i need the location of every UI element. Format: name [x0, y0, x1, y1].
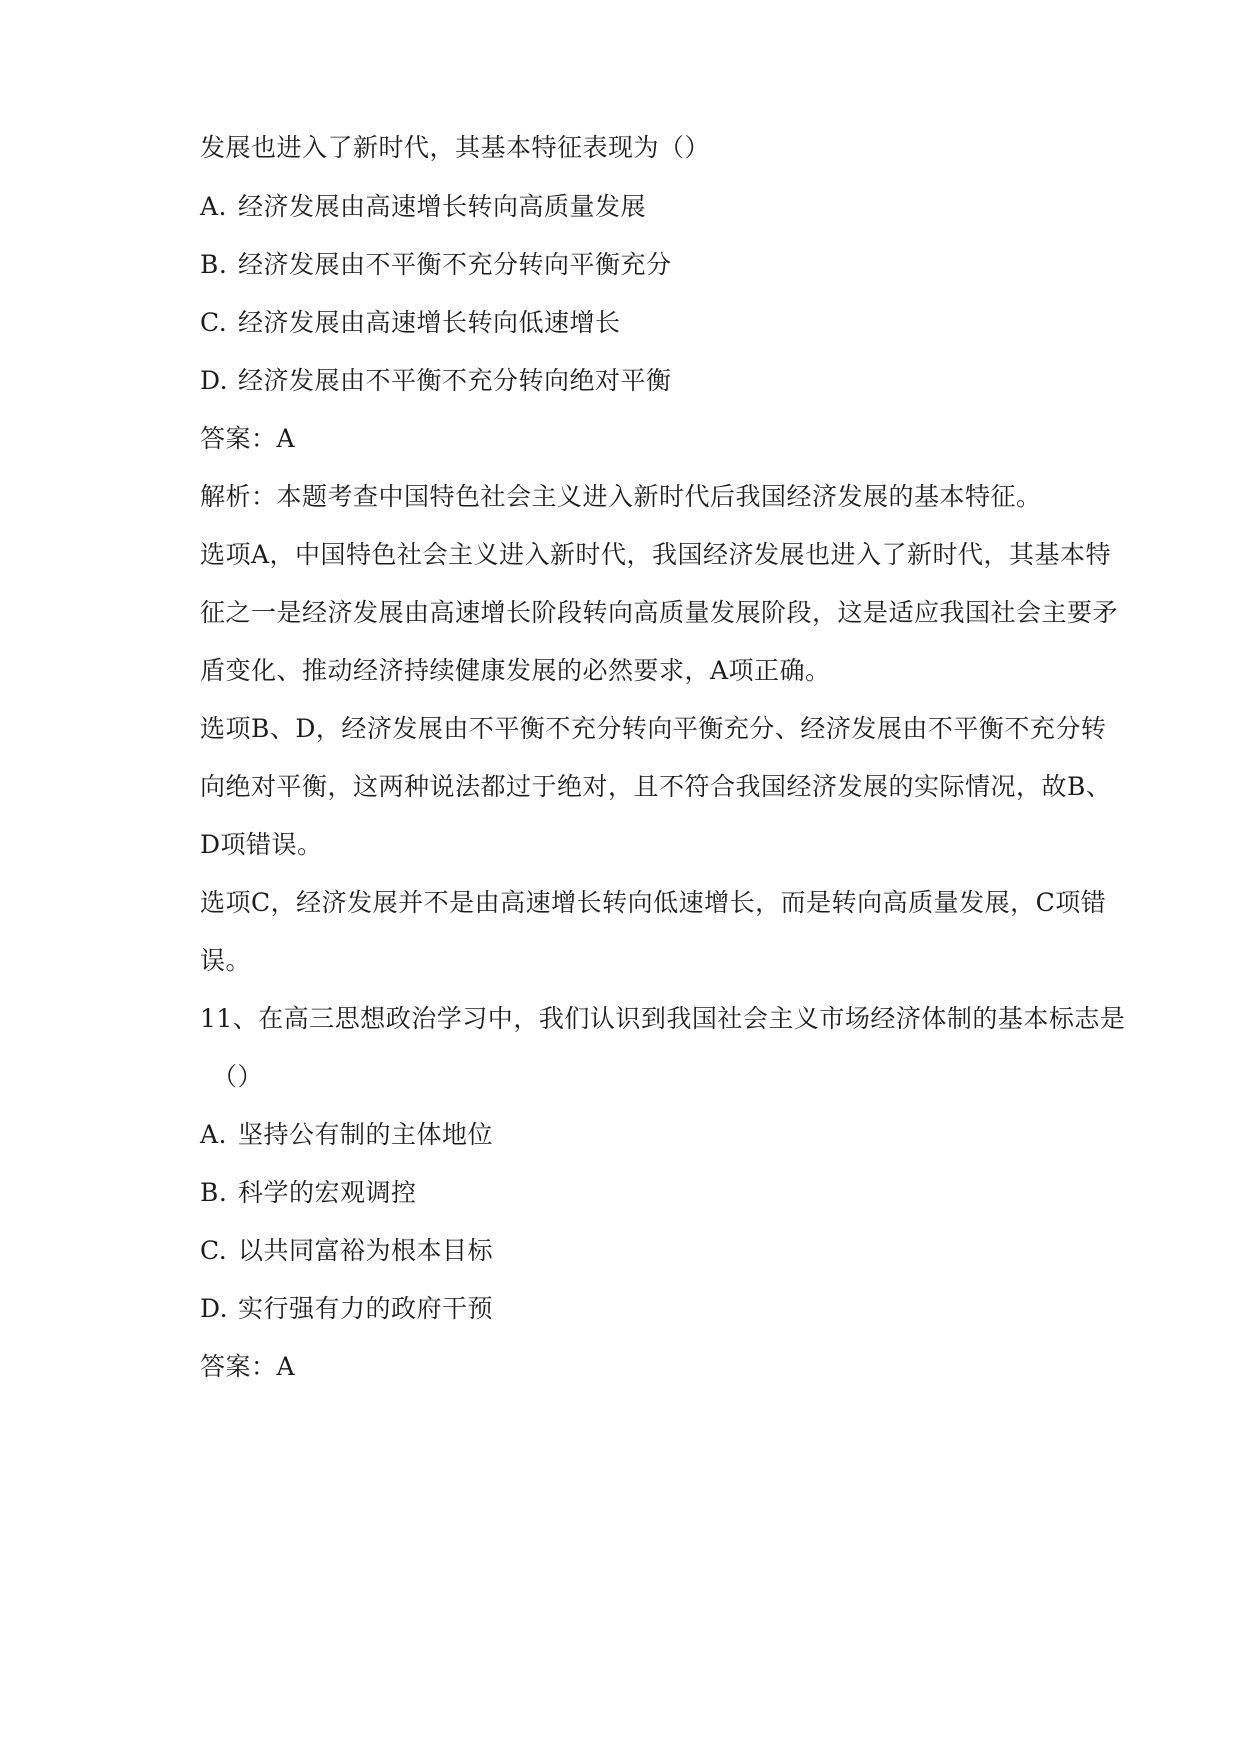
option-letter: A.: [200, 1120, 228, 1149]
option-letter: A.: [200, 192, 228, 221]
option-text: 坚持公有制的主体地位: [238, 1120, 494, 1149]
option-letter: C.: [200, 308, 228, 337]
answer: 答案：A: [200, 424, 296, 453]
option-letter: B.: [200, 250, 228, 279]
question-stem-continued: 发展也进入了新时代，其基本特征表现为（）: [200, 133, 711, 162]
option-text: 实行强有力的政府干预: [238, 1294, 494, 1323]
analysis-option-bd-line1: 选项B、D，经济发展由不平衡不充分转向平衡充分、经济发展由不平衡不充分转: [200, 714, 1107, 743]
option-text: 经济发展由不平衡不充分转向平衡充分: [238, 250, 672, 279]
question-11-stem: 11、在高三思想政治学习中，我们认识到我国社会主义市场经济体制的基本标志是: [200, 1004, 1126, 1033]
analysis-option-c-line2: 误。: [200, 946, 252, 975]
option-a: [200, 1119, 1100, 1151]
analysis-option-a-line2: 征之一是经济发展由高速增长阶段转向高质量发展阶段，这是适应我国社会主要矛: [200, 598, 1119, 627]
option-text: 以共同富裕为根本目标: [238, 1236, 494, 1265]
option-d: [200, 1293, 1100, 1325]
option-d: [200, 365, 1100, 397]
analysis-option-a-line3: 盾变化、推动经济持续健康发展的必然要求，A项正确。: [200, 656, 831, 685]
question-11-blank: （）: [212, 1062, 264, 1091]
option-c: [200, 1235, 1100, 1267]
analysis-option-bd-line2: 向绝对平衡，这两种说法都过于绝对，且不符合我国经济发展的实际情况，故B、: [200, 772, 1112, 801]
answer: 答案：A: [200, 1352, 296, 1381]
option-letter: C.: [200, 1236, 228, 1265]
option-c: [200, 307, 1100, 339]
option-text: 科学的宏观调控: [238, 1178, 417, 1207]
option-letter: D.: [200, 1294, 229, 1323]
option-letter: D.: [200, 366, 229, 395]
analysis-option-bd-line3: D项错误。: [200, 830, 323, 859]
analysis: 解析：本题考查中国特色社会主义进入新时代后我国经济发展的基本特征。: [200, 482, 1042, 511]
option-b: [200, 1177, 1100, 1209]
option-a: [200, 191, 1100, 223]
analysis-option-c-line1: 选项C，经济发展并不是由高速增长转向低速增长，而是转向高质量发展，C项错: [200, 888, 1107, 917]
option-text: 经济发展由高速增长转向低速增长: [238, 308, 621, 337]
analysis-option-a-line1: 选项A，中国特色社会主义进入新时代，我国经济发展也进入了新时代，其基本特: [200, 540, 1112, 569]
option-letter: B.: [200, 1178, 228, 1207]
option-text: 经济发展由高速增长转向高质量发展: [238, 192, 647, 221]
option-b: [200, 249, 1100, 281]
option-text: 经济发展由不平衡不充分转向绝对平衡: [238, 366, 672, 395]
